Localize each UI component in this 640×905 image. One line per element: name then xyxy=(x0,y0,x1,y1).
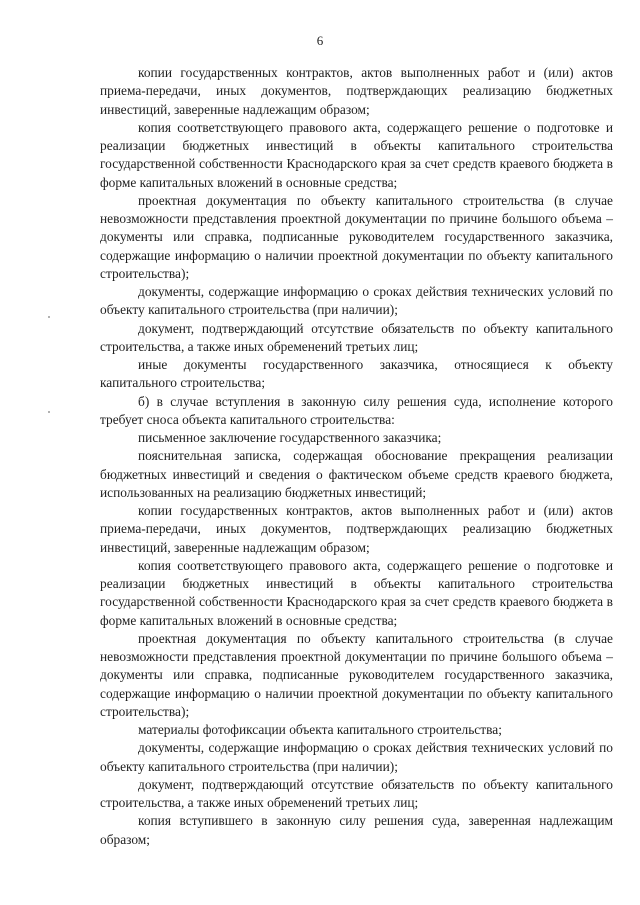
paragraph: копии государственных контрактов, актов выполненных работ и (или) актов приема-передачи, иных документов, подтверждающих реализацию бюджетных инвестиций, заверенные надлежащим образом; xyxy=(100,65,613,117)
paragraph: проектная документация по объекту капитального строительства (в случае невозможности представления проектной документации по причине большого объема – документы или справка, подписанные руководителем государственного заказчика, содержащие информацию о наличии проектной документации по объекту капитального строительства); xyxy=(100,630,613,719)
paragraph: б) в случае вступления в законную силу решения суда, исполнение которого требует сноса объекта капитального строительства: xyxy=(100,393,613,427)
paragraph: копия соответствующего правового акта, содержащего решение о подготовке и реализации бюджетных инвестиций в объекты капитального строительства государственной собственности Краснодарского края за счет средств краевого бюджета в форме капитальных вложений в основные средства; xyxy=(100,557,613,628)
margin-mark xyxy=(48,316,50,318)
page-number: 6 xyxy=(316,33,324,48)
paragraph: иные документы государственного заказчика, относящиеся к объекту капитального строительства; xyxy=(100,357,613,391)
paragraph: письменное заключение государственного заказчика; xyxy=(138,430,442,445)
paragraph: копия соответствующего правового акта, содержащего решение о подготовке и реализации бюджетных инвестиций в объекты капитального строительства государственной собственности Краснодарского края за счет средств краевого бюджета в форме капитальных вложений в основные средства; xyxy=(100,119,613,190)
margin-mark xyxy=(48,411,50,413)
paragraph: проектная документация по объекту капитального строительства (в случае невозможности представления проектной документации по причине большого объема – документы или справка, подписанные руководителем государственного заказчика, содержащие информацию о наличии проектной документации по объекту капитального строительства); xyxy=(100,192,613,281)
paragraph: документы, содержащие информацию о сроках действия технических условий по объекту капитального строительства (при наличии); xyxy=(100,284,613,318)
paragraph: документы, содержащие информацию о сроках действия технических условий по объекту капитального строительства (при наличии); xyxy=(100,740,613,774)
paragraph: документ, подтверждающий отсутствие обязательств по объекту капитального строительства, а также иных обременений третьих лиц; xyxy=(100,776,613,810)
paragraph: копия вступившего в законную силу решения суда, заверенная надлежащим образом; xyxy=(100,813,613,847)
paragraph: копии государственных контрактов, актов выполненных работ и (или) актов приема-передачи, иных документов, подтверждающих реализацию бюджетных инвестиций, заверенные надлежащим образом; xyxy=(100,503,613,555)
paragraph: документ, подтверждающий отсутствие обязательств по объекту капитального строительства, а также иных обременений третьих лиц; xyxy=(100,320,613,354)
paragraph: пояснительная записка, содержащая обоснование прекращения реализации бюджетных инвестиций и сведения о фактическом объеме средств краевого бюджета, использованных на реализацию бюджетных инвестиций; xyxy=(100,448,613,500)
paragraph: материалы фотофиксации объекта капитального строительства; xyxy=(138,722,502,737)
document-body xyxy=(100,64,613,849)
